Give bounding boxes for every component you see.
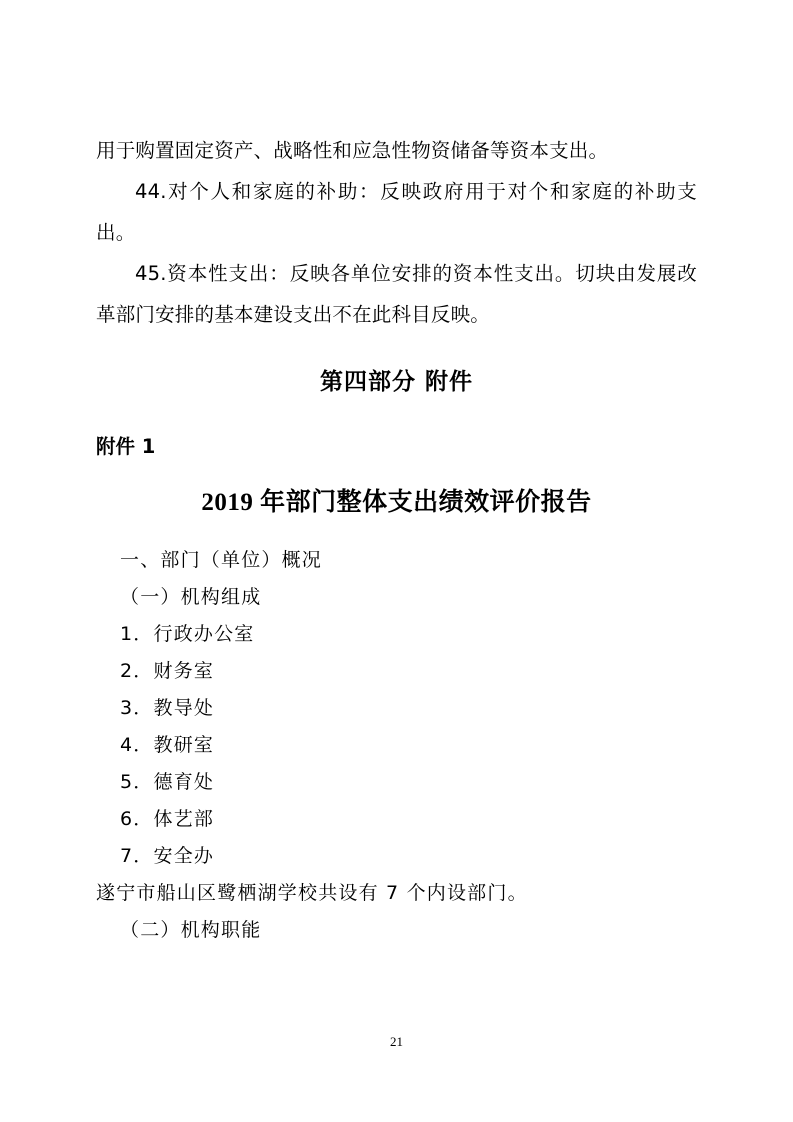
attachment-label: 附件 1 bbox=[96, 435, 156, 458]
outline-item-4: 4．教研室 bbox=[120, 734, 215, 756]
section-heading-part-four: 第四部分 附件 bbox=[319, 369, 473, 395]
paragraph-item-45: 45.资本性支出：反映各单位安排的资本性支出。切块由发展改革部门安排的基本建设支出不在此科目反映。 bbox=[96, 262, 697, 326]
outline-item-5: 5．德育处 bbox=[120, 771, 215, 793]
outline-heading-1-1: （一）机构组成 bbox=[120, 586, 262, 608]
outline-item-7: 7．安全办 bbox=[120, 845, 215, 867]
report-title: 2019 年部门整体支出绩效评价报告 bbox=[201, 489, 592, 516]
outline-item-6: 6．体艺部 bbox=[120, 808, 215, 830]
outline-list bbox=[96, 542, 697, 949]
paragraph-continued: 用于购置固定资产、战略性和应急性物资储备等资本支出。 bbox=[96, 139, 609, 162]
outline-heading-1-2: （二）机构职能 bbox=[120, 919, 262, 941]
outline-summary-line: 遂宁市船山区鹭栖湖学校共设有 7 个内设部门。 bbox=[96, 882, 528, 904]
outline-item-3: 3．教导处 bbox=[120, 697, 215, 719]
outline-item-2: 2．财务室 bbox=[120, 660, 215, 682]
paragraph-item-44: 44.对个人和家庭的补助：反映政府用于对个和家庭的补助支出。 bbox=[96, 180, 697, 244]
outline-heading-1: 一、部门（单位）概况 bbox=[120, 549, 323, 571]
page-number: 21 bbox=[390, 1034, 403, 1049]
outline-item-1: 1．行政办公室 bbox=[120, 623, 255, 645]
top-paragraph-block bbox=[96, 130, 697, 335]
